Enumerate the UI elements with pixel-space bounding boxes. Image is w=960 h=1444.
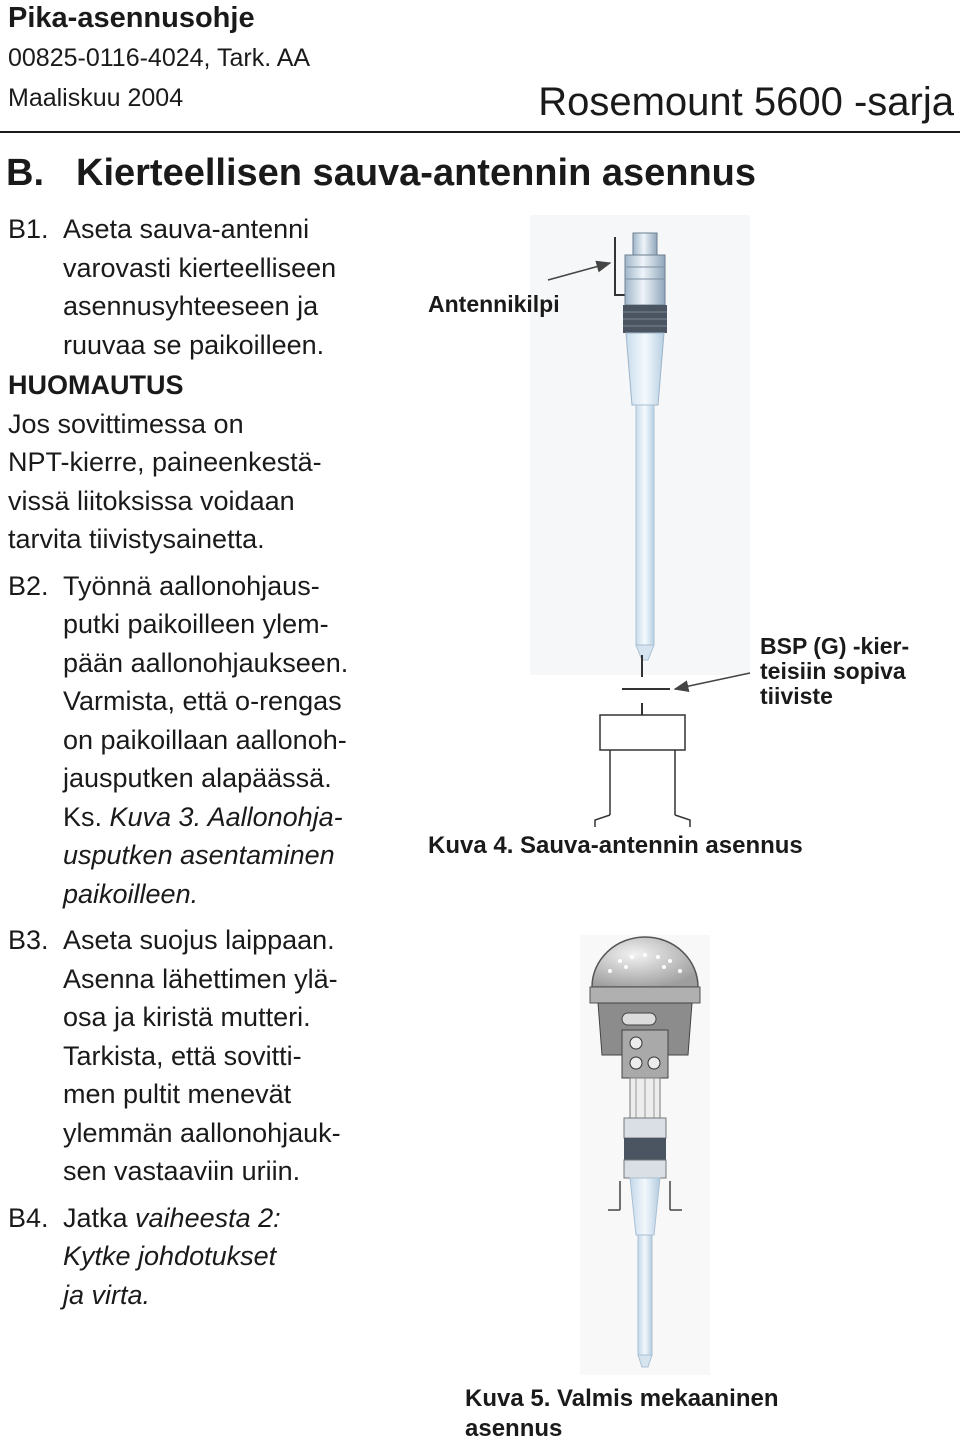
step-line: ylemmän aallonohjauk- [63, 1117, 341, 1148]
step-line: varovasti kierteelliseen [63, 252, 337, 283]
label-antenna-plate: Antennikilpi [428, 291, 560, 317]
step-number: B1. [8, 214, 49, 244]
figure-4-caption: Kuva 4. Sauva-antennin asennus [428, 832, 803, 859]
step-line: ruuvaa se paikoilleen. [63, 329, 325, 360]
figure-reference-line: usputken asentaminen [63, 840, 335, 870]
product-name: Rosemount 5600 -sarja [538, 80, 954, 124]
rod-antenna-drawing [530, 215, 760, 840]
figure-5-caption [465, 1384, 779, 1444]
step-number: B4. [8, 1202, 49, 1233]
note-line: tarvita tiivistysainetta. [8, 524, 265, 554]
figure-reference-line: paikoilleen. [63, 878, 199, 909]
label-seal-line: teisiin sopiva [760, 658, 906, 684]
figure-reference: Kuva 3. Aallonohja- [109, 801, 343, 832]
header-divider [0, 131, 960, 133]
transmitter-assembly-drawing [580, 935, 710, 1375]
step-number: B3. [8, 925, 49, 955]
step-line: asennusyhteeseen ja [63, 291, 319, 321]
step-line: Tarkista, että sovitti- [63, 1040, 302, 1071]
step-line: sen vastaaviin uriin. [63, 1156, 301, 1186]
step-line: Aseta sauva-antenni [63, 214, 310, 244]
label-seal-line: tiiviste [760, 683, 833, 709]
step-text: Ks. [63, 801, 110, 832]
step-reference: vaiheesta 2: [135, 1202, 281, 1233]
step-number: B2. [8, 570, 49, 601]
step-line: jausputken alapäässä. [63, 763, 332, 793]
step-line [63, 1199, 403, 1238]
document-number: 00825-0116-4024, Tark. AA [8, 44, 311, 72]
figure-5-caption-line: Kuva 5. Valmis mekaaninen [465, 1385, 779, 1412]
step-line: Varmista, että o-rengas [63, 686, 342, 716]
document-date: Maaliskuu 2004 [8, 84, 184, 112]
step-b4 [8, 1199, 403, 1315]
section-letter: B. [6, 152, 44, 194]
step-line: putki paikoilleen ylem- [63, 609, 329, 639]
step-line: osa ja kiristä mutteri. [63, 1002, 311, 1032]
section-heading [6, 152, 756, 195]
note-heading: HUOMAUTUS [8, 370, 184, 400]
note-line: NPT-kierre, paineenkestä- [8, 447, 322, 477]
figure-5-caption-line: asennus [465, 1415, 563, 1442]
step-b1 [8, 210, 403, 364]
step-line: Asenna lähettimen ylä- [63, 963, 338, 994]
step-line: on paikoillaan aallonoh- [63, 724, 347, 755]
step-line: Työnnä aallonohjaus- [63, 570, 320, 601]
step-line [63, 798, 403, 837]
document-type: Pika-asennusohje [8, 2, 255, 34]
step-b2 [8, 567, 403, 914]
step-reference-line: ja virta. [63, 1279, 151, 1310]
note-line: Jos sovittimessa on [8, 408, 244, 439]
step-reference-line: Kytke johdotukset [63, 1241, 277, 1271]
step-line: pään aallonohjaukseen. [63, 647, 349, 678]
label-seal-line: BSP (G) -kier- [760, 633, 910, 659]
step-line: men pultit menevät [63, 1079, 292, 1109]
note-line: vissä liitoksissa voidaan [8, 485, 295, 516]
step-line: Aseta suojus laippaan. [63, 925, 335, 955]
step-b3 [8, 921, 403, 1191]
label-seal [760, 634, 955, 709]
step-text: Jatka [63, 1202, 136, 1233]
note-body [8, 405, 403, 559]
instructions-column [8, 210, 403, 1314]
section-title: Kierteellisen sauva-antennin asennus [76, 152, 757, 194]
